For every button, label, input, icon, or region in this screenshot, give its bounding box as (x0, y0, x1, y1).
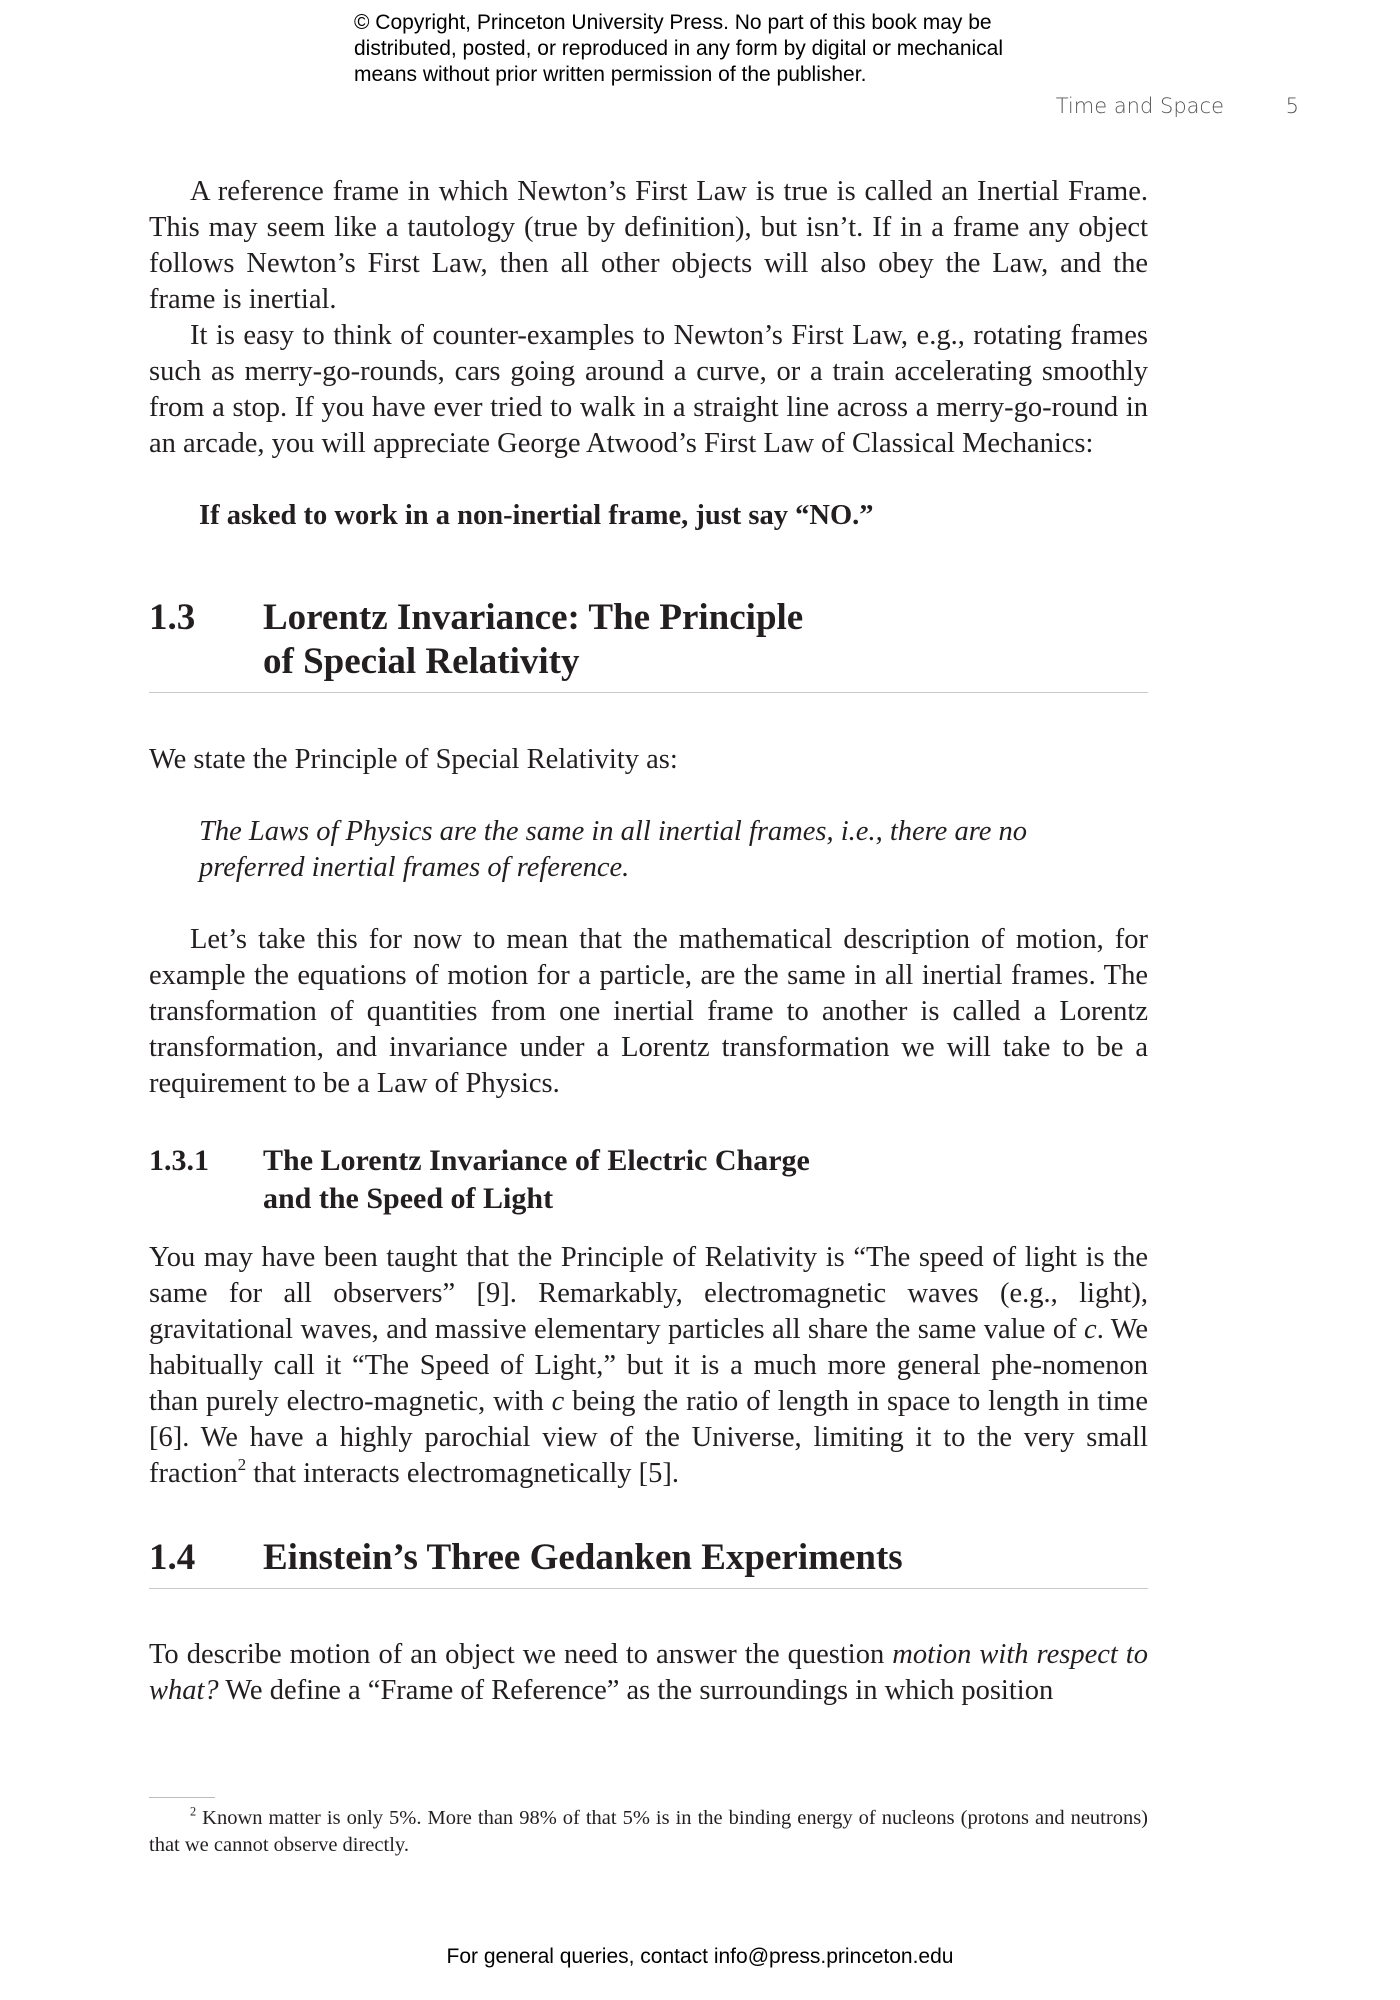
section-number: 1.4 (149, 1537, 196, 1578)
section-title-line: Lorentz Invariance: The Principle (263, 597, 804, 638)
text-run: that interacts electromagnetically [5]. (246, 1458, 680, 1489)
text-run: We define a “Frame of Reference” as the surroundings in which position (218, 1675, 1054, 1706)
subsection-heading (149, 1142, 1148, 1218)
section-number: 1.3 (149, 597, 196, 638)
section-title: Einstein’s Three Gedanken Experiments (263, 1537, 903, 1578)
section-title (263, 596, 803, 684)
paragraph: We state the Principle of Special Relativity as: (149, 744, 678, 775)
footer-contact: For general queries, contact info@press.princeton.edu (446, 1945, 954, 1968)
principle-quote (199, 814, 1148, 886)
text-run: . We habitually call it “The Speed of Light,” but it is a much more general phe-nomenon than purely electro-magnetic, with (149, 1314, 1148, 1417)
footnote-marker: 2 (190, 1804, 197, 1819)
footnote-divider (149, 1797, 215, 1798)
footnote-text (149, 1805, 1148, 1859)
emphasis: motion with respect to what? (149, 1639, 1148, 1706)
quote-line: The Laws of Physics are the same in all inertial frames, i.e., there are no (199, 816, 1028, 847)
subsection-title (263, 1142, 810, 1218)
math-symbol: c (1084, 1314, 1097, 1345)
math-symbol: c (551, 1386, 565, 1417)
section-heading (149, 596, 1148, 693)
footnote (149, 1805, 1148, 1859)
section-heading (149, 1536, 1148, 1589)
copyright-line: distributed, posted, or reproduced in any form by digital or mechanical (354, 37, 1004, 60)
text-run: You may have been taught that the Principle of Relativity is “The speed of light is the same for all observers” [9]. Remarkably, electromagnetic waves (e.g., light), gravitational waves, and massive elementary particles all share the same value of (149, 1242, 1148, 1345)
text-run: To describe motion of an object we need to answer the question (149, 1639, 893, 1670)
paragraph (149, 1637, 1148, 1709)
running-head-title: Time and Space (1055, 94, 1224, 118)
footnote-reference[interactable]: 2 (237, 1455, 247, 1475)
subsection-title-line: The Lorentz Invariance of Electric Charge (263, 1144, 810, 1177)
copyright-line: means without prior written permission of the publisher. (354, 63, 867, 86)
copyright-line: © Copyright, Princeton University Press. No part of this book may be (354, 11, 992, 34)
footnote-body: Known matter is only 5%. More than 98% of that 5% is in the binding energy of nucleons (protons and neutrons) that we cannot observe directly. (149, 1807, 1148, 1856)
subsection-title-line: and the Speed of Light (263, 1182, 554, 1215)
copyright-notice (354, 10, 1094, 88)
paragraph (149, 1240, 1148, 1492)
page-body (149, 174, 1148, 1709)
subsection-number: 1.3.1 (149, 1144, 209, 1177)
paragraph: Let’s take this for now to mean that the mathematical description of motion, for example the equations of motion for a particle, are the same in all inertial frames. The transformation of quantities from one inertial frame to another is called a Lorentz transformation, and invariance under a Lorentz transformation we will take to be a requirement to be a Law of Physics. (149, 924, 1148, 1099)
paragraph: It is easy to think of counter-examples to Newton’s First Law, e.g., rotating frames such as merry-go-rounds, cars going around a curve, or a train accelerating smoothly from a stop. If you have ever tried to walk in a straight line across a merry-go-round in an arcade, you will appreciate George Atwood’s First Law of Classical Mechanics: (149, 320, 1148, 459)
section-title-line: of Special Relativity (263, 641, 580, 682)
paragraph: A reference frame in which Newton’s First Law is true is called an Inertial Frame. This may seem like a tautology (true by definition), but isn’t. If in a frame any object follows Newton’s First Law, then all other objects will also obey the Law, and the frame is inertial. (149, 176, 1148, 315)
page-number: 5 (1285, 94, 1299, 118)
block-quote: If asked to work in a non-inertial frame, just say “NO.” (199, 500, 874, 531)
text-run: being the ratio of length in space to length in time [6]. We have a highly parochial view of the Universe, limiting it to the very small fraction (149, 1386, 1148, 1489)
quote-line: preferred inertial frames of reference. (199, 852, 630, 883)
